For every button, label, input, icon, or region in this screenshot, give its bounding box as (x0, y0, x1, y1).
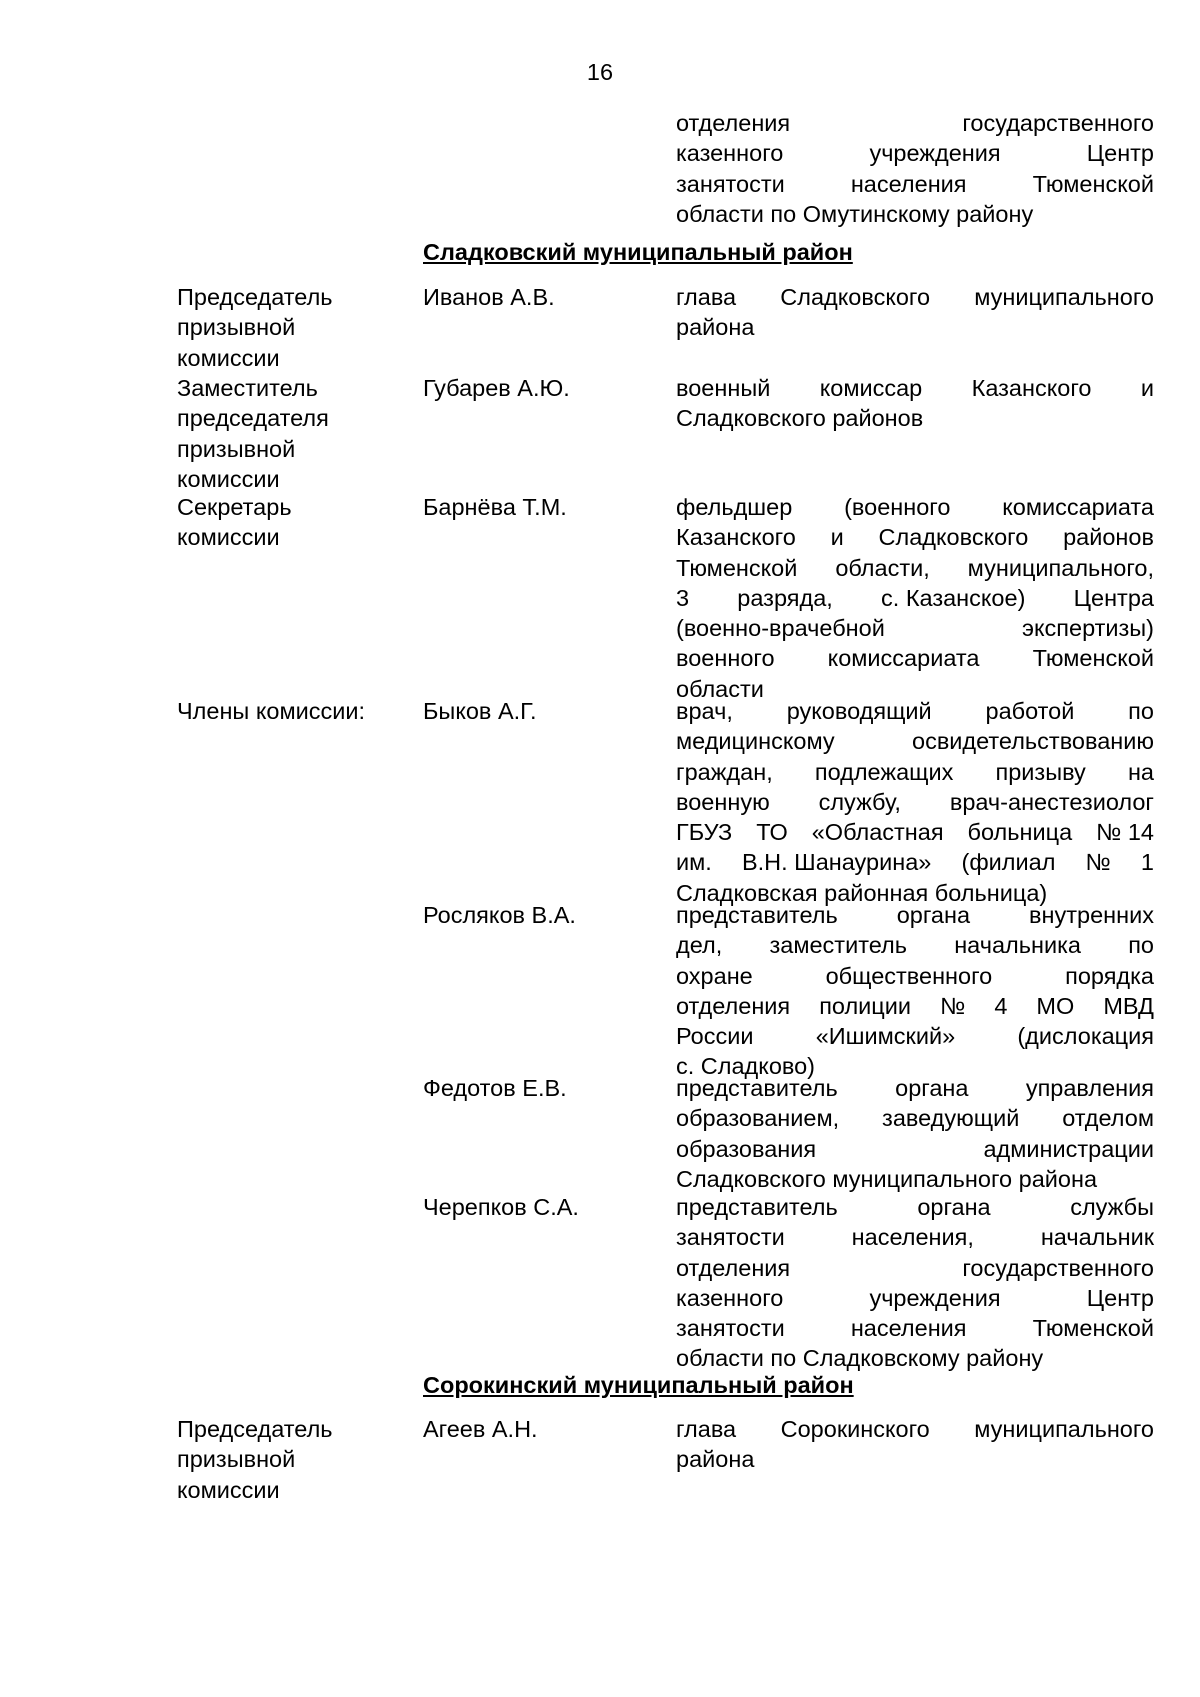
word: представитель (676, 1075, 838, 1101)
member-name: Иванов А.В. (423, 284, 555, 310)
member-position (676, 900, 1154, 1082)
word: Сладковского (878, 524, 1029, 551)
text-line (676, 553, 1154, 583)
role-line: комиссии (177, 524, 280, 551)
word: населения (850, 170, 967, 197)
text-line: района (676, 314, 755, 341)
word: врач-анестезиолог (949, 788, 1154, 815)
text-line: района (676, 1446, 755, 1473)
role-line: Председатель (177, 1416, 333, 1442)
member-position (676, 1414, 1154, 1475)
word: (военно-врачебной (676, 615, 885, 642)
word: области, (835, 554, 930, 581)
word: МВД (1103, 992, 1154, 1019)
continuation-description (676, 108, 1154, 229)
text-line (676, 1253, 1154, 1283)
member-position (676, 1192, 1154, 1374)
role-line: призывной (177, 435, 296, 462)
text-line (676, 1021, 1154, 1051)
text-line: Сладковского районов (676, 405, 924, 432)
word: образования (676, 1135, 817, 1162)
word: комиссар (819, 375, 923, 401)
text-line (676, 1192, 1154, 1222)
text-line (676, 1414, 1154, 1444)
word: фельдшер (676, 494, 793, 520)
text-line: области по Сладковскому району (676, 1345, 1044, 1372)
member-name: Черепков С.А. (423, 1194, 579, 1220)
text-line (676, 1134, 1154, 1164)
word: экспертизы) (1021, 615, 1154, 642)
word: и (830, 524, 844, 551)
text-line (676, 726, 1154, 756)
text-line (676, 930, 1154, 960)
text-line (676, 522, 1154, 552)
word: призыву (995, 758, 1086, 785)
word: дел, (676, 932, 723, 959)
role-line: комиссии (177, 1476, 280, 1503)
word: Сорокинского (780, 1416, 930, 1442)
member-position (676, 282, 1154, 343)
text-line (676, 991, 1154, 1021)
member-name: Быков А.Г. (423, 698, 537, 724)
word: глава (676, 284, 737, 310)
word: военный (676, 375, 771, 401)
text-line (676, 757, 1154, 787)
word: Тюменской (676, 554, 798, 581)
member-role (177, 492, 407, 553)
word: населения (850, 1315, 967, 1342)
word: В.Н. Шанаурина» (741, 849, 932, 876)
word: военного (676, 645, 775, 672)
word: государственного (962, 1254, 1154, 1281)
word: глава (676, 1416, 737, 1442)
member-position (676, 373, 1154, 434)
word: органа (917, 1194, 991, 1220)
role-line: председателя (177, 405, 329, 432)
text-line (676, 1313, 1154, 1343)
text-line: с. Сладково) (676, 1053, 816, 1080)
word: порядка (1065, 962, 1154, 989)
word: отделения (676, 1254, 791, 1281)
role-line: комиссии (177, 465, 280, 492)
section-title-sorokinsky: Сорокинский муниципальный район (423, 1372, 854, 1398)
word: управления (1025, 1075, 1154, 1101)
word: 4 (994, 992, 1008, 1019)
section-title-sladkovsky: Сладковский муниципальный район (423, 239, 853, 265)
word: учреждения (869, 140, 1001, 167)
word: районов (1063, 524, 1154, 551)
text-line (676, 696, 1154, 726)
text-line (676, 583, 1154, 613)
text-line (676, 373, 1154, 403)
role-line: призывной (177, 314, 296, 341)
word: Тюменской (1032, 170, 1154, 197)
text-line: области по Омутинскому району (676, 200, 1034, 227)
text-line (676, 961, 1154, 991)
role-line: Секретарь (177, 494, 292, 520)
text-line (676, 1283, 1154, 1313)
word: с. Казанское) (881, 584, 1026, 611)
word: начальник (1040, 1224, 1154, 1251)
word: населения, (851, 1224, 974, 1251)
word: Казанского (676, 524, 796, 551)
member-role (177, 1414, 407, 1505)
member-position (676, 492, 1154, 704)
word: № (940, 992, 966, 1019)
word: образованием, (676, 1105, 840, 1132)
text-line (676, 817, 1154, 847)
role-line: Заместитель (177, 375, 318, 401)
word: отделом (1062, 1105, 1154, 1132)
word: работой (985, 698, 1075, 724)
role-line: призывной (177, 1446, 296, 1473)
word: представитель (676, 1194, 838, 1220)
word: муниципального (974, 284, 1154, 310)
word: муниципального (974, 1416, 1154, 1442)
word: занятости (676, 170, 785, 197)
word: по (1128, 698, 1154, 724)
member-role (177, 373, 407, 494)
word: Тюменской (1032, 645, 1154, 672)
word: разряда, (737, 584, 833, 611)
word: органа (896, 902, 971, 928)
word: на (1127, 758, 1154, 785)
word: занятости (676, 1224, 785, 1251)
word: МО (1036, 992, 1075, 1019)
text-line (676, 1073, 1154, 1103)
word: руководящий (786, 698, 932, 724)
text-line (676, 1103, 1154, 1133)
text-line (676, 643, 1154, 673)
word: 3 (676, 584, 690, 611)
word: «Областная (811, 819, 944, 846)
word: комиссариата (1002, 494, 1154, 520)
text-line (676, 900, 1154, 930)
word: (дислокация (1017, 1023, 1154, 1050)
text-line (676, 1222, 1154, 1252)
word: Сладковского (780, 284, 931, 310)
member-role (177, 282, 407, 373)
word: начальника (954, 932, 1081, 959)
word: «Ишимский» (815, 1023, 956, 1050)
word: отделения (676, 110, 791, 136)
word: Центр (1086, 140, 1154, 167)
word: полиции (819, 992, 912, 1019)
word: (филиал (961, 849, 1056, 876)
word: органа (895, 1075, 969, 1101)
member-name: Федотов Е.В. (423, 1075, 567, 1101)
word: им. (676, 849, 712, 876)
text-line (676, 613, 1154, 643)
word: ТО (756, 819, 788, 846)
role-line: Члены комиссии: (177, 698, 366, 724)
text-line (676, 108, 1154, 138)
word: учреждения (869, 1284, 1001, 1311)
word: заместитель (769, 932, 907, 959)
text-line (676, 138, 1154, 168)
word: России (676, 1023, 754, 1050)
word: службу, (818, 788, 901, 815)
role-line: комиссии (177, 344, 280, 371)
word: муниципального, (967, 554, 1154, 581)
word: и (1140, 375, 1154, 401)
word: по (1128, 932, 1154, 959)
text-line (676, 282, 1154, 312)
word: военную (676, 788, 770, 815)
word: комиссариата (827, 645, 980, 672)
word: занятости (676, 1315, 785, 1342)
text-line: Сладковская районная больница) (676, 879, 1048, 906)
page-number: 16 (586, 59, 614, 85)
member-name: Губарев А.Ю. (423, 375, 570, 401)
word: казенного (676, 1284, 784, 1311)
member-name: Росляков В.А. (423, 902, 576, 928)
text-line: Сладковского муниципального района (676, 1165, 1098, 1192)
word: заведующий (882, 1105, 1020, 1132)
text-line (676, 169, 1154, 199)
word: службы (1070, 1194, 1154, 1220)
word: администрации (983, 1135, 1154, 1162)
word: № 14 (1096, 819, 1154, 846)
text-line (676, 847, 1154, 877)
word: общественного (825, 962, 993, 989)
word: (военного (844, 494, 951, 520)
word: освидетельствованию (912, 728, 1154, 755)
word: граждан, (676, 758, 773, 785)
member-position (676, 1073, 1154, 1194)
word: врач, (676, 698, 733, 724)
word: внутренних (1029, 902, 1154, 928)
word: Центра (1073, 584, 1154, 611)
word: подлежащих (814, 758, 954, 785)
word: представитель (676, 902, 838, 928)
word: ГБУЗ (676, 819, 733, 846)
word: Казанского (971, 375, 1092, 401)
text-line (676, 492, 1154, 522)
text-line (676, 787, 1154, 817)
word: казенного (676, 140, 784, 167)
word: Центр (1086, 1284, 1154, 1311)
word: Тюменской (1032, 1315, 1154, 1342)
word: № (1085, 849, 1111, 876)
member-position (676, 696, 1154, 908)
member-role (177, 696, 407, 726)
word: медицинскому (676, 728, 835, 755)
member-name: Барнёва Т.М. (423, 494, 567, 520)
word: охране (676, 962, 753, 989)
role-line: Председатель (177, 284, 333, 310)
member-name: Агеев А.Н. (423, 1416, 538, 1442)
word: отделения (676, 992, 791, 1019)
word: больница (967, 819, 1073, 846)
text-line: области (676, 675, 764, 702)
word: 1 (1140, 849, 1154, 876)
word: государственного (962, 110, 1154, 136)
